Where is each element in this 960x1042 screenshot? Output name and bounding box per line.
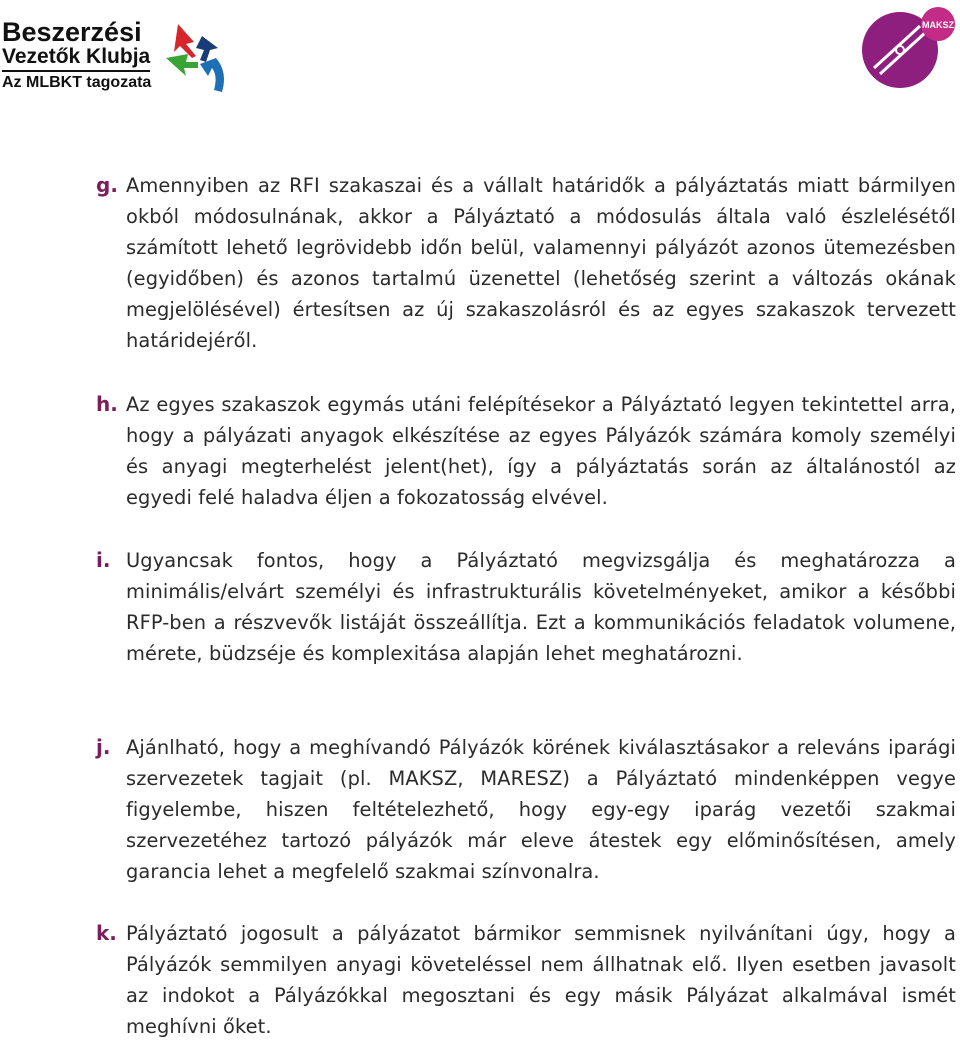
list-marker: h. [96, 392, 118, 416]
list-item-text: Amennyiben az RFI szakaszai és a vállalt határidők a pályáztatás miatt bármilyen okból módosulnának, akkor a Pályáztató a módosulás általa való észlelésétől számított lehető legrövidebb időn belül, valamennyi pályázót azonos ütemezésben (egyidőben) és azonos tartalmú üzenettel (lehetőség szerint a változás okának megjelölésével) értesítsen az új szakaszolásról és az egyes szakaszok tervezett határidejéről. [126, 174, 956, 352]
arrows-logo-icon [164, 18, 234, 98]
logo-divider [2, 70, 150, 72]
logo-title-line2: Vezetők Klubja [2, 45, 151, 68]
maksz-logo-label: MAKSZ [922, 20, 954, 30]
list-item-text: Az egyes szakaszok egymás utáni felépítésekor a Pályáztató legyen tekintettel arra, hogy a pályázati anyagok elkészítése az egyes Pályázók számára komoly személyi és anyagi megterhelést jelent(het), így a pályáztatás során az általánostól az egyedi felé haladva éljen a fokozatosság elvével. [126, 393, 956, 509]
maksz-logo-icon [854, 4, 958, 90]
list-marker: g. [96, 173, 118, 197]
list-item-text: Ajánlható, hogy a meghívandó Pályázók körének kiválasztásakor a releváns iparági szervezetek tagjait (pl. MAKSZ, MARESZ) a Pályáztató mindenképpen vegye figyelembe, hiszen feltételezhető, hogy egy-egy iparág vezetői szakmai szervezetéhez tartozó pályázók már eleve átestek egy előminősítésen, amely garancia lehet a megfelelő szakmai színvonalra. [126, 736, 956, 883]
logo-subtitle: Az MLBKT tagozata [2, 74, 152, 91]
list-marker: k. [96, 921, 117, 945]
beszerzesi-vezetok-klubja-logo [2, 18, 242, 98]
list-item-text: Pályáztató jogosult a pályázatot bármikor semmisnek nyilvánítani úgy, hogy a Pályázók semmilyen anyagi követeléssel nem állhatnak elő. Ilyen esetben javasolt az indokot a Pályázókkal megosztani és egy másik Pályázat alkalmával ismét meghívni őket. [126, 922, 956, 1038]
list-marker: i. [96, 548, 111, 572]
logo-title-line1: Beszerzési [2, 17, 142, 47]
page-header [0, 0, 960, 110]
list-item-text: Ugyancsak fontos, hogy a Pályáztató megvizsgálja és meghatározza a minimális/elvárt személyi és infrastrukturális követelményeket, amikor a későbbi RFP-ben a részvevők listáját összeállítja. Ezt a kommunikációs feladatok volumene, mérete, büdzséje és komplexitása alapján lehet meghatározni. [126, 549, 956, 665]
list-marker: j. [96, 735, 111, 759]
